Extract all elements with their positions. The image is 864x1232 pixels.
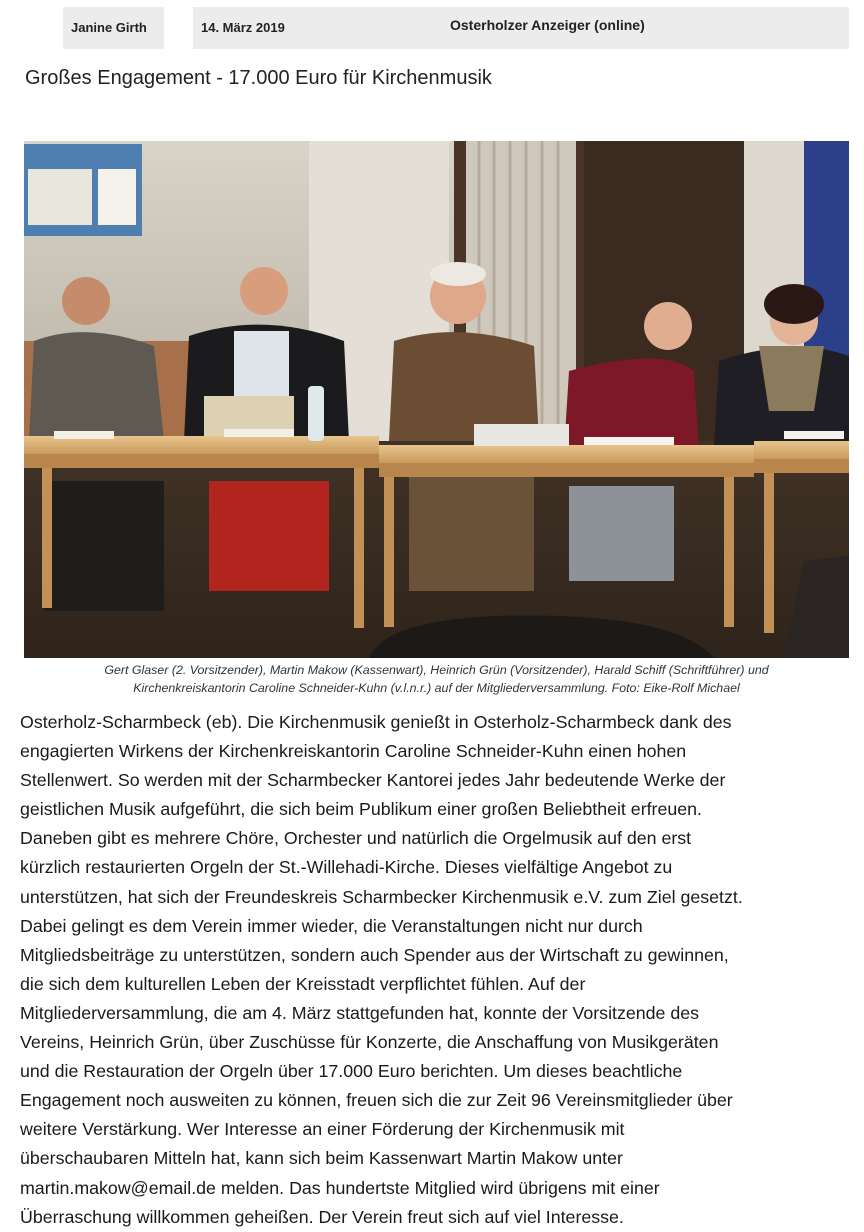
body-line: geistlichen Musik aufgeführt, die sich beim Publikum einer großen Beliebtheit erfreuen. [20,799,702,820]
body-line: engagierten Wirkens der Kirchenkreiskantorin Caroline Schneider-Kuhn einen hohen [20,741,687,762]
author-cell [63,7,164,49]
caption-line: Kirchenkreiskantorin Caroline Schneider-Kuhn (v.l.n.r.) auf der Mitgliederversammlung. Foto: Eike-Rolf Michael [133,681,740,695]
body-line: Dabei gelingt es dem Verein immer wieder, die Veranstaltungen nicht nur durch [20,915,643,936]
body-line: martin.makow@email.de melden. Das hundertste Mitglied wird übrigens mit einer [20,1177,660,1198]
body-line: Überraschung willkommen geheißen. Der Verein freut sich auf viel Interesse. [20,1206,624,1227]
body-line: Engagement noch ausweiten zu können, freuen sich die zur Zeit 96 Vereinsmitglieder über [20,1090,733,1111]
body-line: und die Restauration der Orgeln über 17.000 Euro berichten. Um dieses beachtliche [20,1061,683,1082]
article-body [20,708,856,1232]
publish-date: 14. März 2019 [201,20,285,35]
body-line: überschaubaren Mitteln hat, kann sich beim Kassenwart Martin Makow unter [20,1148,623,1169]
body-line: Vereins, Heinrich Grün, über Zuschüsse für Konzerte, die Anschaffung von Musikgeräten [20,1032,719,1053]
article-title: Großes Engagement - 17.000 Euro für Kirchenmusik [25,67,492,89]
meeting-photo-illustration [24,141,849,658]
body-line: Osterholz-Scharmbeck (eb). Die Kirchenmusik genießt in Osterholz-Scharmbeck dank des [20,712,732,732]
body-line: Mitgliedsbeiträge zu unterstützen, sondern auch Spender aus der Wirtschaft zu gewinnen, [20,944,729,965]
body-line: Daneben gibt es mehrere Chöre, Orchester und natürlich die Orgelmusik auf den erst [20,828,692,849]
body-line: unterstützen, hat sich der Freundeskreis Scharmbecker Kirchenmusik e.V. zum Ziel gesetzt. [20,886,743,907]
photo-caption [24,661,849,697]
body-line: Stellenwert. So werden mit der Scharmbecker Kantorei jedes Jahr bedeutende Werke der [20,770,726,791]
body-line: die sich dem kulturellen Leben der Kreisstadt verpflichtet fühlen. Auf der [20,973,586,994]
author-name: Janine Girth [71,20,147,35]
caption-line: Gert Glaser (2. Vorsitzender), Martin Makow (Kassenwart), Heinrich Grün (Vorsitzender), Harald Schiff (Schriftführer) und [104,663,769,677]
publication-source: Osterholzer Anzeiger (online) [450,17,645,33]
body-line: weitere Verstärkung. Wer Interesse an einer Förderung der Kirchenmusik mit [20,1119,625,1140]
body-line: kürzlich restaurierten Orgeln der St.-Willehadi-Kirche. Dieses vielfältige Angebot zu [20,857,673,878]
date-source-cell [193,7,849,49]
article-photo [24,141,849,658]
body-line: Mitgliederversammlung, die am 4. März stattgefunden hat, konnte der Vorsitzende des [20,1002,700,1023]
